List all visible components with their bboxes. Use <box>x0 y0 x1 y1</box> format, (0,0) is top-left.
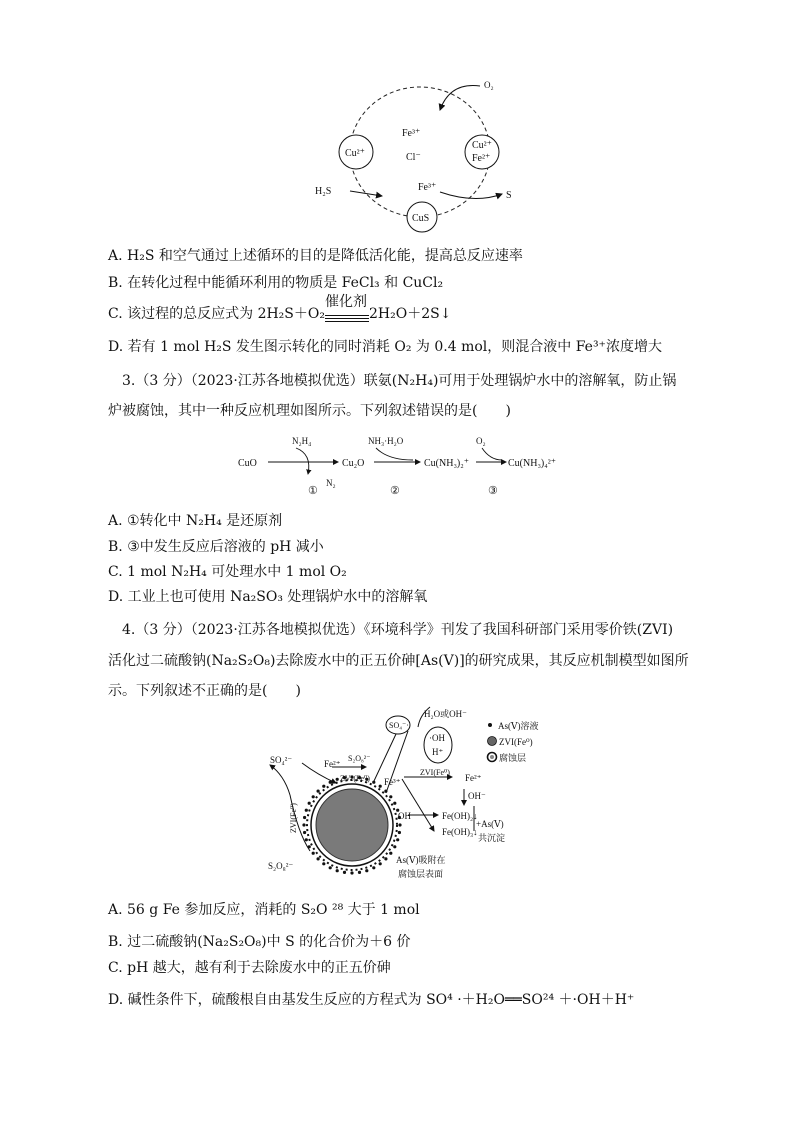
as-adsorbed-dot <box>358 871 361 874</box>
cu2-left-label: Cu²⁺ <box>345 148 365 159</box>
zvi-vert-label: ZVI(Fe⁰) <box>289 803 298 833</box>
step2-label: ② <box>390 485 400 497</box>
as-adsorbed-dot <box>317 790 320 793</box>
catalyst-label: 催化剂 <box>324 294 367 310</box>
q2-option-c <box>108 294 452 324</box>
q2-option-a: A. H₂S 和空气通过上述循环的目的是降低活化能，提高总反应速率 <box>108 248 523 264</box>
zvi-mechanism-diagram <box>262 703 562 887</box>
as-adsorbed-dot <box>336 778 339 781</box>
q2-option-c-prefix: C. 该过程的总反应式为 2H₂S＋O₂ <box>108 306 325 322</box>
as-adsorbed-dot <box>308 802 311 805</box>
step3-label: ③ <box>488 485 498 497</box>
q4-stem-line2: 活化过二硫酸钠(Na₂S₂O₈)去除废水中的正五价砷[As(Ⅴ)]的研究成果，其反应机制模型如图所 <box>108 653 689 669</box>
fe3-top-label: Fe³⁺ <box>402 128 421 139</box>
as-adsorbed-dot <box>336 869 339 872</box>
q4-stem-line3: 示。下列叙述不正确的是( ) <box>108 683 301 699</box>
cunh3-4-label: Cu(NH₃)₄²⁺ <box>508 458 557 469</box>
cunh3-2-label: Cu(NH₃)₂⁺ <box>424 458 470 469</box>
zvi-fe0-1-label: ZVI(Fe⁰) <box>340 774 370 783</box>
h2o-oh-label: H₂O或OH⁻ <box>424 709 467 719</box>
oh-minus-2-label: OH⁻ <box>398 811 416 821</box>
as-adsorbed-dot <box>398 823 401 826</box>
q3-option-b: B. ③中发生反应后溶液的 pH 减小 <box>108 539 324 555</box>
zvi-fe0-2-label: ZVI(Fe⁰) <box>420 768 450 777</box>
h2s-label: H₂S <box>315 186 332 197</box>
s2o8-bottom-label: S₂O₈²⁻ <box>268 861 294 871</box>
as-adsorbed-dot <box>305 809 308 812</box>
as-adsorbed-dot <box>384 857 387 860</box>
n2h4-label: N₂H₄ <box>292 436 312 446</box>
s2o8-top-label: S₂O₈²⁻ <box>348 754 371 763</box>
q4-option-b: B. 过二硫酸钠(Na₂S₂O₈)中 S 的化合价为＋6 价 <box>108 934 411 950</box>
n2h4-mechanism-diagram <box>238 430 568 500</box>
as-adsorbed-dot <box>350 871 353 874</box>
o2-label: O₂ <box>484 80 494 90</box>
as-adsorbed-dot <box>398 831 401 834</box>
legend-as-label: As(Ⅴ)溶液 <box>498 721 539 731</box>
s-label: S <box>506 190 512 201</box>
as-adsorbed-dot <box>365 869 368 872</box>
q4-stem-line1: 4.（3 分）（2023·江苏各地模拟优选）《环境科学》刊发了我国科研部门采用零价铁(ZVI) <box>122 622 674 638</box>
q2-option-c-suffix: 2H₂O＋2S↓ <box>368 306 452 322</box>
feoh3-label: Fe(OH)₃↓ <box>442 827 478 837</box>
adsorb-line1-label: As(Ⅴ)吸附在 <box>396 855 446 865</box>
as-adsorbed-dot <box>379 785 382 788</box>
as-adsorbed-dot <box>312 795 315 798</box>
feoh2-label: Fe(OH)₂↓ <box>442 811 478 821</box>
fe2-right-label: Fe²⁺ <box>465 773 482 783</box>
q3-stem-line1: 3.（3 分）（2023·江苏各地模拟优选）联氨(N₂H₄)可用于处理锅炉水中的溶解氧，防止锅 <box>122 373 677 389</box>
q4-option-c: C. pH 越大，越有利于去除废水中的正五价砷 <box>108 960 391 976</box>
h-plus-label: H⁺ <box>432 747 444 757</box>
as-adsorbed-dot <box>393 802 396 805</box>
cu2-right-label: Cu²⁺ <box>472 140 492 151</box>
as-adsorbed-dot <box>322 785 325 788</box>
catalyst-arrow <box>324 294 369 324</box>
as-adsorbed-dot <box>396 838 399 841</box>
oh-radical-label: ·OH <box>429 733 445 743</box>
q4-option-d: D. 碱性条件下，硫酸根自由基发生反应的方程式为 SO⁴ ·＋H₂O══SO²⁴ ＋·OH＋H⁺ <box>108 992 635 1008</box>
as-adsorbed-dot <box>389 795 392 798</box>
q2-option-b: B. 在转化过程中能循环利用的物质是 FeCl₃ 和 CuCl₂ <box>108 275 444 291</box>
as-adsorbed-dot <box>317 857 320 860</box>
as-adsorbed-dot <box>393 845 396 848</box>
cu2o-label: Cu₂O <box>342 458 365 469</box>
fe3-label: Fe³⁺ <box>384 777 401 787</box>
as-adsorbed-dot <box>372 781 375 784</box>
q3-option-d: D. 工业上也可使用 Na₂SO₃ 处理锅炉水中的溶解氧 <box>108 589 428 605</box>
so4-radical-label: SO₄⁻· <box>389 721 409 730</box>
as-adsorbed-dot <box>305 838 308 841</box>
as-adsorbed-dot <box>343 871 346 874</box>
as-adsorbed-dot <box>322 862 325 865</box>
as-adsorbed-dot <box>372 866 375 869</box>
as-adsorbed-dot <box>302 823 305 826</box>
adsorb-line2-label: 腐蚀层表面 <box>398 869 444 879</box>
cl-label: Cl⁻ <box>406 152 421 163</box>
nh3h2o-label: NH₃·H₂O <box>368 436 404 446</box>
so4-left-label: SO₄²⁻ <box>270 755 293 765</box>
cycle-diagram <box>300 70 540 240</box>
as-adsorbed-dot <box>312 852 315 855</box>
q3-option-a: A. ①转化中 N₂H₄ 是还原剂 <box>108 513 283 529</box>
q2-option-d: D. 若有 1 mol H₂S 发生图示转化的同时消耗 O₂ 为 0.4 mol，则混合液中 Fe³⁺浓度增大 <box>108 339 662 355</box>
o2-reagent-label: O₂ <box>476 436 486 446</box>
as-adsorbed-dot <box>389 852 392 855</box>
legend-zvi-label: ZVI(Fe⁰) <box>499 737 533 747</box>
q3-option-c: C. 1 mol N₂H₄ 可处理水中 1 mol O₂ <box>108 564 347 580</box>
oh-minus-1-label: OH⁻ <box>468 791 486 801</box>
as-adsorbed-dot <box>303 831 306 834</box>
fe3-bottom-label: Fe³⁺ <box>418 182 437 193</box>
coprec-label: 共沉淀 <box>478 833 506 843</box>
fe2-right-label: Fe²⁺ <box>472 153 491 164</box>
q4-option-a: A. 56 g Fe 参加反应，消耗的 S₂O ²⁸ 大于 1 mol <box>108 902 420 918</box>
step1-label: ① <box>308 485 318 497</box>
as-adsorbed-dot <box>303 816 306 819</box>
cuo-label: CuO <box>238 458 257 469</box>
legend-layer-label: 腐蚀层 <box>499 753 527 763</box>
q3-stem-line2: 炉被腐蚀，其中一种反应机理如图所示。下列叙述错误的是( ) <box>108 403 511 419</box>
fe2-left-label: Fe²⁺ <box>324 759 341 769</box>
as-adsorbed-dot <box>379 862 382 865</box>
cus-label: CuS <box>412 213 430 224</box>
n2-label: N₂ <box>326 478 336 488</box>
plus-as-label: +As(Ⅴ) <box>476 819 504 829</box>
as-adsorbed-dot <box>329 866 332 869</box>
